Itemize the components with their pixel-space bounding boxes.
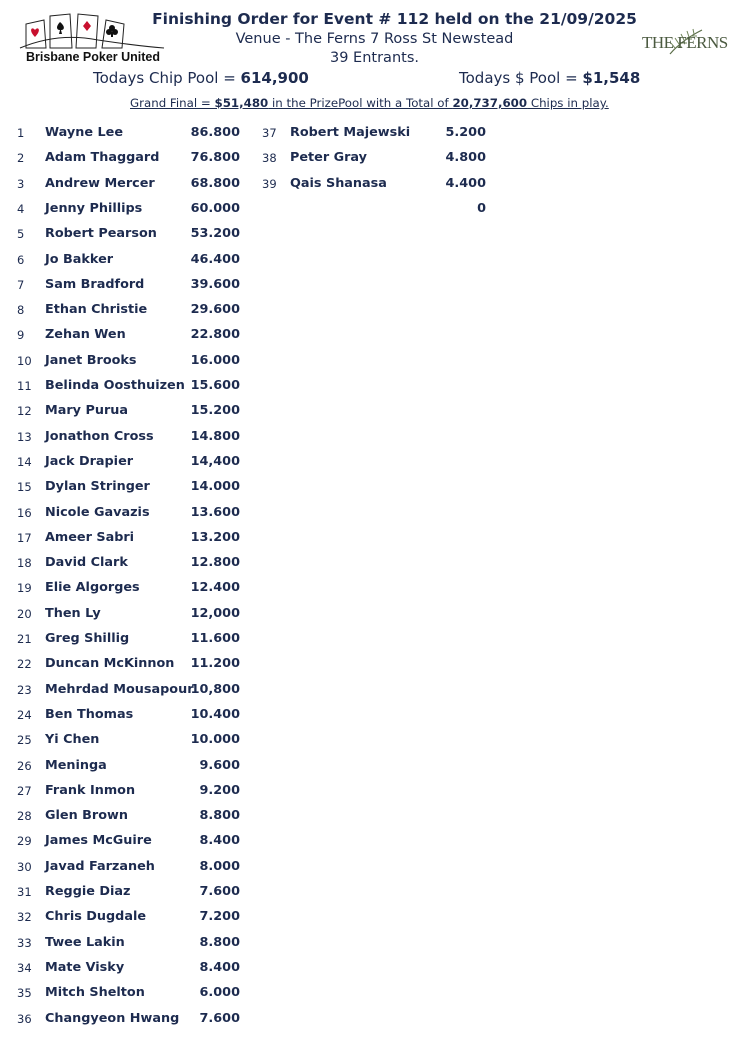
result-rank: 37 (262, 126, 277, 140)
grand-final-prefix: Grand Final = (130, 96, 215, 110)
result-row (0, 452, 500, 477)
grand-final-line (130, 96, 609, 110)
result-rank: 18 (17, 556, 32, 571)
player-name: Greg Shillig (45, 631, 130, 646)
player-name: Reggie Diaz (45, 884, 131, 899)
chip-pool-value: 614,900 (240, 69, 309, 87)
result-row (0, 174, 500, 199)
result-rank: 20 (17, 606, 32, 621)
player-points: 22.800 (190, 327, 240, 343)
result-rank: 36 (17, 1011, 32, 1026)
player-name: Frank Inmon (45, 782, 136, 798)
result-row (0, 224, 500, 249)
result-rank: 15 (17, 480, 32, 495)
result-row (0, 250, 500, 275)
player-points: 8.800 (199, 808, 240, 824)
result-rank: 13 (17, 429, 32, 444)
result-rank: 17 (17, 530, 32, 545)
player-points: 8.800 (199, 934, 240, 950)
result-row (0, 325, 500, 350)
result-rank: 21 (17, 632, 32, 646)
result-row (0, 503, 500, 528)
player-points: 0 (477, 200, 486, 216)
result-row (0, 528, 500, 553)
result-row (0, 781, 500, 806)
result-row (0, 933, 500, 958)
player-name: Zehan Wen (45, 327, 126, 343)
player-points: 10.000 (190, 732, 240, 748)
player-name: Mehrdad Mousapour (45, 681, 194, 697)
result-rank: 33 (17, 935, 32, 950)
player-name: Sam Bradford (45, 276, 145, 292)
result-rank: 5 (17, 227, 25, 242)
player-name: Nicole Gavazis (45, 504, 150, 520)
result-rank: 35 (17, 986, 32, 1001)
player-points: 11.600 (190, 631, 240, 646)
result-rank: 19 (17, 581, 32, 596)
player-name: Chris Dugdale (45, 909, 147, 925)
player-points: 12.800 (190, 555, 240, 571)
player-name: Jenny Phillips (45, 200, 143, 216)
player-points: 11.200 (190, 656, 240, 672)
result-row (0, 983, 500, 1008)
player-name: Elie Algorges (45, 580, 140, 596)
result-rank: 3 (17, 176, 25, 191)
player-name: Changyeon Hwang (45, 1010, 180, 1026)
grand-final-suffix: Chips in play. (527, 96, 609, 110)
player-points: 15.600 (190, 378, 240, 393)
player-points: 13.600 (190, 504, 240, 520)
player-points: 14.800 (190, 428, 240, 444)
venue-line: Venue - The Ferns 7 Ross St Newstead (235, 31, 514, 47)
result-row (0, 477, 500, 502)
grand-final-prize: $51,480 (214, 96, 269, 110)
result-rank: 30 (17, 859, 32, 874)
player-points: 14.000 (190, 479, 240, 495)
player-points: 53.200 (190, 226, 240, 242)
result-rank: 24 (17, 707, 32, 722)
player-points: 10,800 (190, 681, 240, 697)
player-name: Twee Lakin (45, 934, 125, 950)
result-row (0, 806, 500, 831)
result-row (0, 629, 500, 654)
player-name: Jack Drapier (45, 453, 134, 469)
result-row (0, 831, 500, 856)
result-row (0, 300, 500, 325)
player-points: 12.400 (190, 580, 240, 596)
result-row (0, 427, 500, 452)
result-rank: 34 (17, 960, 32, 975)
result-rank: 26 (17, 758, 32, 773)
player-points: 7.600 (199, 1010, 240, 1026)
result-row (0, 958, 500, 983)
result-rank: 16 (17, 505, 32, 520)
result-rank: 8 (17, 303, 25, 318)
result-row (0, 857, 500, 882)
player-points: 5.200 (445, 125, 486, 140)
player-points: 4.400 (445, 175, 486, 191)
result-row (0, 730, 500, 755)
player-name: Peter Gray (290, 150, 368, 166)
player-name: Adam Thaggard (45, 150, 160, 166)
result-row (0, 705, 500, 730)
logo-text: Brisbane Poker United (25, 50, 161, 64)
player-name: Andrew Mercer (45, 175, 155, 191)
result-rank: 14 (17, 454, 32, 469)
result-rank: 23 (17, 682, 32, 697)
result-row (0, 351, 500, 376)
result-row (0, 907, 500, 932)
result-rank: 39 (262, 176, 277, 191)
player-name: Robert Pearson (45, 226, 157, 242)
player-name: David Clark (45, 555, 128, 571)
player-name: Yi Chen (45, 732, 100, 748)
player-points: 29.600 (190, 302, 240, 318)
player-points: 13.200 (190, 529, 240, 545)
chip-pool-label: Todays Chip Pool = (93, 69, 241, 87)
result-row (0, 1009, 500, 1034)
result-rank: 32 (17, 910, 32, 925)
result-rank: 31 (17, 885, 32, 899)
player-points: 8.000 (199, 858, 240, 874)
player-points: 86.800 (190, 125, 240, 140)
player-points: 7.600 (199, 884, 240, 899)
player-name: Ben Thomas (45, 706, 134, 722)
player-name: James McGuire (45, 833, 152, 849)
result-row (0, 148, 500, 173)
result-rank: 11 (17, 379, 32, 393)
grand-final-middle: in the PrizePool with a Total of (268, 96, 453, 110)
player-name: Mate Visky (45, 959, 125, 975)
result-rank: 4 (17, 201, 25, 216)
result-row (0, 604, 500, 629)
page-title: Finishing Order for Event # 112 held on the 21/09/2025 (152, 10, 637, 28)
result-row (0, 756, 500, 781)
result-row (0, 654, 500, 679)
result-row (0, 275, 500, 300)
player-name: Janet Brooks (45, 352, 137, 368)
player-points: 6.000 (199, 985, 240, 1001)
player-points: 10.400 (190, 706, 240, 722)
result-rank: 25 (17, 733, 32, 748)
player-name: Meninga (45, 757, 107, 773)
player-points: 9.200 (199, 782, 240, 798)
result-row (0, 553, 500, 578)
player-name: Jo Bakker (45, 251, 114, 267)
result-rank: 28 (17, 809, 32, 824)
result-rank: 12 (17, 404, 32, 419)
player-name: Ameer Sabri (45, 529, 135, 545)
result-row (0, 376, 500, 401)
player-points: 60.000 (190, 200, 240, 216)
player-name: Then Ly (45, 605, 101, 621)
player-name: Qais Shanasa (290, 175, 387, 191)
player-points: 39.600 (190, 276, 240, 292)
player-points: 16.000 (190, 352, 240, 368)
player-points: 7.200 (199, 909, 240, 925)
result-rank: 10 (17, 353, 32, 368)
player-points: 46.400 (190, 251, 240, 267)
player-points: 15.200 (190, 403, 240, 419)
player-name: Javad Farzaneh (45, 858, 155, 874)
player-name: Jonathon Cross (45, 428, 154, 444)
result-rank: 22 (17, 657, 32, 672)
logo-text: THE FERNS (642, 33, 728, 52)
player-points: 8.400 (199, 959, 240, 975)
player-name: Wayne Lee (45, 125, 123, 140)
result-rank: 7 (17, 277, 25, 292)
result-row (0, 401, 500, 426)
player-points: 9.600 (199, 757, 240, 773)
player-points: 76.800 (190, 150, 240, 166)
player-name: Ethan Christie (45, 302, 148, 318)
result-row (0, 123, 500, 148)
player-name: Belinda Oosthuizen (45, 378, 185, 393)
player-points: 12,000 (190, 605, 240, 621)
result-row (0, 578, 500, 603)
player-points: 8.400 (199, 833, 240, 849)
player-points: 14,400 (190, 453, 240, 469)
result-rank: 1 (17, 126, 25, 140)
player-name: Glen Brown (45, 808, 128, 824)
result-rank: 29 (17, 834, 32, 849)
player-points: 4.800 (445, 150, 486, 166)
dollar-pool-value: $1,548 (582, 69, 641, 87)
player-name: Dylan Stringer (45, 479, 150, 495)
result-rank: 6 (17, 252, 25, 267)
result-rank: 38 (262, 151, 277, 166)
result-rank: 27 (17, 783, 32, 798)
dollar-pool-label: Todays $ Pool = (459, 69, 583, 87)
player-name: Robert Majewski (290, 125, 411, 140)
result-rank: 2 (17, 151, 25, 166)
player-points: 68.800 (190, 175, 240, 191)
player-name: Mary Purua (45, 403, 129, 419)
result-rank: 9 (17, 328, 25, 343)
dollar-pool (459, 69, 640, 87)
result-row (0, 680, 500, 705)
player-name: Duncan McKinnon (45, 656, 175, 672)
result-row (0, 199, 500, 224)
result-row (0, 882, 500, 907)
grand-final-chips: 20,737,600 (452, 96, 528, 110)
chip-pool (93, 69, 309, 87)
entrants-count: 39 Entrants. (330, 50, 419, 66)
player-name: Mitch Shelton (45, 985, 145, 1001)
